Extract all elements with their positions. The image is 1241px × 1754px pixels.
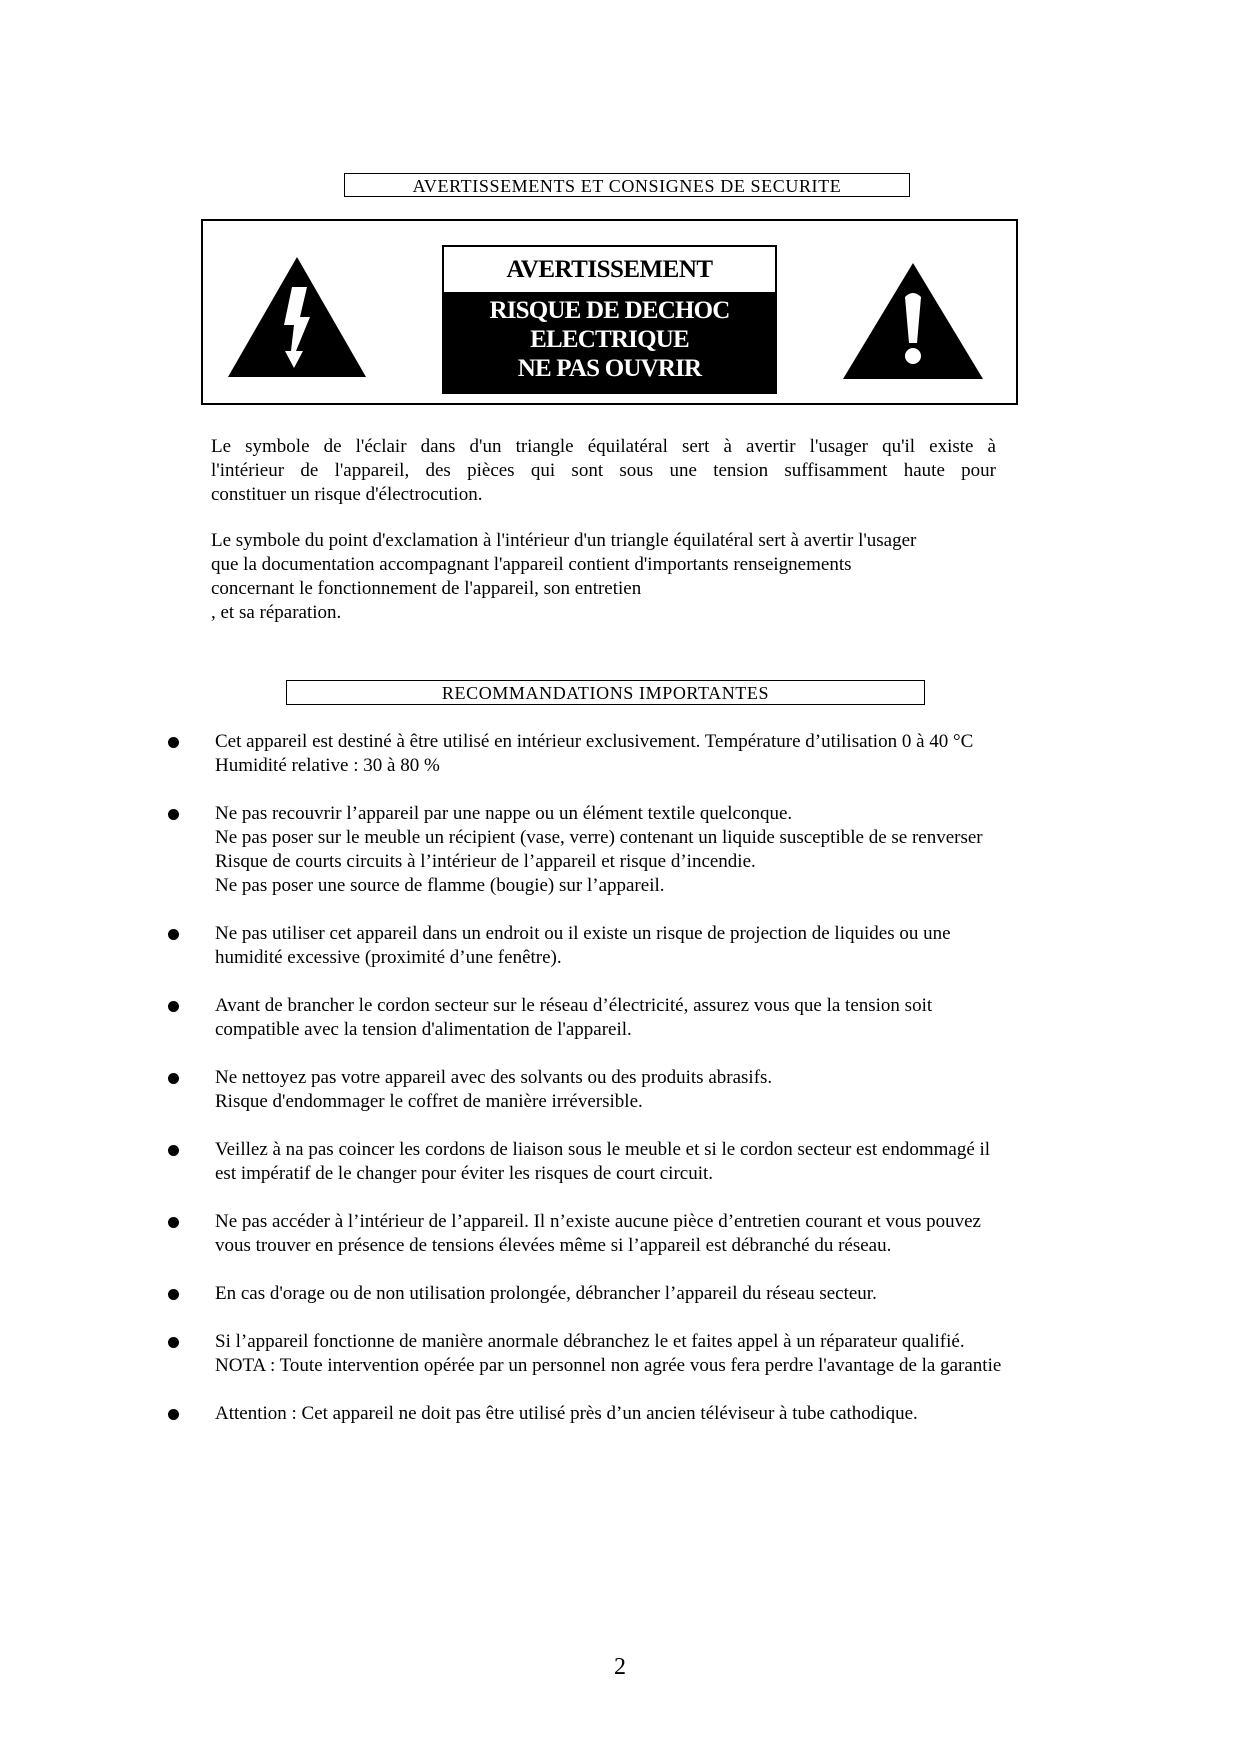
- bullet-icon: [168, 1217, 179, 1228]
- recommendation-line: vous trouver en présence de tensions élevées même si l’appareil est débranché du réseau.: [215, 1235, 892, 1256]
- warning-body: [444, 292, 775, 392]
- warning-heading: AVERTISSEMENT: [506, 256, 713, 283]
- text-line: constituer un risque d'électrocution.: [211, 484, 483, 505]
- recommendation-item: [168, 1210, 1098, 1258]
- recommendation-item: [168, 922, 1098, 970]
- bullet-icon: [168, 809, 179, 820]
- bullet-icon: [168, 929, 179, 940]
- text-line: que la documentation accompagnant l'appareil contient d'importants renseignements: [211, 554, 852, 575]
- bullet-icon: [168, 1289, 179, 1300]
- recommendation-line: Risque de courts circuits à l’intérieur de l’appareil et risque d’incendie.: [215, 851, 756, 872]
- lightning-triangle-icon: [228, 257, 366, 377]
- recommendation-line: humidité excessive (proximité d’une fenêtre).: [215, 947, 562, 968]
- recommendation-item: [168, 1282, 1098, 1306]
- recommendation-item: [168, 994, 1098, 1042]
- exclamation-explanation: [211, 529, 996, 625]
- exclamation-triangle-icon: [843, 263, 983, 379]
- recommendation-line: compatible avec la tension d'alimentation de l'appareil.: [215, 1019, 632, 1040]
- page-number: 2: [614, 1654, 626, 1680]
- recommendation-line: Veillez à na pas coincer les cordons de liaison sous le meuble et si le cordon secteur est endommagé il: [215, 1139, 991, 1160]
- lightning-explanation: [211, 435, 996, 507]
- recommendation-item: [168, 1066, 1098, 1114]
- recommendation-line: Ne pas poser sur le meuble un récipient (vase, verre) contenant un liquide susceptible de se renverser: [215, 827, 983, 848]
- warning-line: RISQUE DE DECHOC: [489, 297, 730, 324]
- bullet-icon: [168, 1337, 179, 1348]
- text-line: , et sa réparation.: [211, 602, 342, 623]
- recommendation-line: Ne pas utiliser cet appareil dans un endroit ou il existe un risque de projection de liquides ou une: [215, 923, 951, 944]
- warning-line: NE PAS OUVRIR: [517, 355, 702, 382]
- recommendation-item: [168, 802, 1098, 898]
- recommendation-item: [168, 1402, 1098, 1426]
- recommendation-line: est impératif de le changer pour éviter les risques de court circuit.: [215, 1163, 714, 1184]
- recommendation-line: Humidité relative : 30 à 80 %: [215, 755, 440, 776]
- recommendation-line: Risque d'endommager le coffret de manière irréversible.: [215, 1091, 643, 1112]
- bullet-icon: [168, 1001, 179, 1012]
- text-line: Le symbole du point d'exclamation à l'intérieur d'un triangle équilatéral sert à avertir l'usager: [211, 530, 917, 551]
- section-title-safety: AVERTISSEMENTS ET CONSIGNES DE SECURITE: [344, 173, 910, 197]
- section-title-recommendations: RECOMMANDATIONS IMPORTANTES: [286, 680, 925, 705]
- bullet-icon: [168, 1409, 179, 1420]
- warning-line: ELECTRIQUE: [530, 326, 689, 353]
- warning-label: [442, 245, 777, 394]
- recommendation-item: [168, 1330, 1098, 1378]
- bullet-icon: [168, 737, 179, 748]
- recommendation-line: Si l’appareil fonctionne de manière anormale débranchez le et faites appel à un réparateur qualifié.: [215, 1331, 965, 1352]
- recommendation-line: Attention : Cet appareil ne doit pas être utilisé près d’un ancien téléviseur à tube cathodique.: [215, 1403, 918, 1424]
- text-line: concernant le fonctionnement de l'appareil, son entretien: [211, 578, 642, 599]
- recommendation-line: Ne pas accéder à l’intérieur de l’appareil. Il n’existe aucune pièce d’entretien courant et vous pouvez: [215, 1211, 981, 1232]
- recommendation-line: NOTA : Toute intervention opérée par un personnel non agrée vous fera perdre l'avantage de la garantie: [215, 1355, 1002, 1376]
- recommendation-item: [168, 730, 1098, 778]
- recommendation-line: Ne pas poser une source de flamme (bougie) sur l’appareil.: [215, 875, 665, 896]
- text-line: Le symbole de l'éclair dans d'un triangle équilatéral sert à avertir l'usager qu'il existe à: [211, 436, 996, 457]
- bullet-icon: [168, 1073, 179, 1084]
- recommendations-list: [168, 730, 1098, 1426]
- recommendation-item: [168, 1138, 1098, 1186]
- recommendation-line: Ne nettoyez pas votre appareil avec des solvants ou des produits abrasifs.: [215, 1067, 773, 1088]
- recommendation-line: En cas d'orage ou de non utilisation prolongée, débrancher l’appareil du réseau secteur.: [215, 1283, 877, 1304]
- recommendation-line: Avant de brancher le cordon secteur sur le réseau d’électricité, assurez vous que la tension soit: [215, 995, 933, 1016]
- text-line: l'intérieur de l'appareil, des pièces qui sont sous une tension suffisamment haute pour: [211, 460, 996, 481]
- recommendation-line: Cet appareil est destiné à être utilisé en intérieur exclusivement. Température d’utilisation 0 à 40 °C: [215, 731, 974, 752]
- bullet-icon: [168, 1145, 179, 1156]
- recommendation-line: Ne pas recouvrir l’appareil par une nappe ou un élément textile quelconque.: [215, 803, 793, 824]
